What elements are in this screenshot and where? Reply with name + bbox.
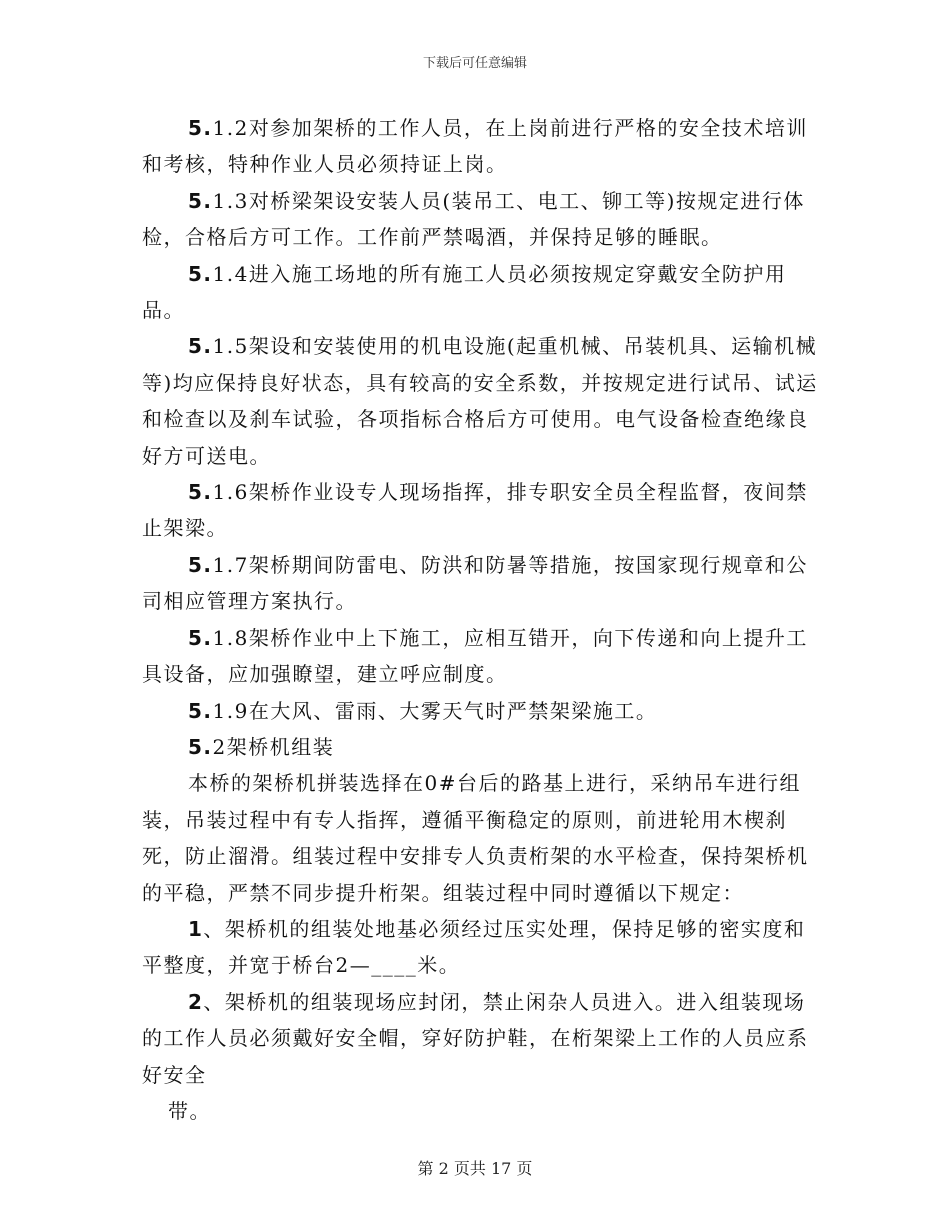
- paragraph-text: 带。: [168, 1098, 211, 1123]
- section-number: 5.: [188, 698, 213, 723]
- paragraph-text: 2架桥机组装: [212, 734, 335, 759]
- list-number: 1: [188, 916, 204, 941]
- paragraph-text: 1.4进入施工场地的所有施工人员必须按规定穿戴安全防护用品。: [142, 261, 787, 323]
- paragraph-5-1-3: [142, 183, 822, 256]
- paragraph-text: 1.2对参加架桥的工作人员，在上岗前进行严格的安全技术培训和考核，特种作业人员必须持证上岗。: [142, 116, 808, 177]
- section-number: 5.: [188, 188, 213, 213]
- paragraph-text: 1.6架桥作业设专人现场指挥，排专职安全员全程监督，夜间禁止架梁。: [142, 480, 808, 541]
- section-number: 5.: [188, 116, 213, 140]
- paragraph-text: 1.9在大风、雷雨、大雾天气时严禁架梁施工。: [212, 698, 658, 723]
- section-number: 5.: [188, 625, 213, 650]
- section-heading-5-2: [142, 729, 822, 765]
- paragraph-text: 1.3对桥梁架设安装人员(装吊工、电工、铆工等)按规定进行体检，合格后方可工作。工作前严禁喝酒，并保持足够的睡眠。: [142, 188, 805, 250]
- paragraph-5-1-2: [142, 110, 822, 183]
- paragraph-5-1-9: [142, 693, 822, 729]
- section-number: 5.: [188, 334, 213, 359]
- list-item-1: [142, 911, 822, 984]
- paragraph-assembly-intro: [142, 765, 822, 911]
- paragraph-5-1-7: [142, 547, 822, 620]
- page-header: 下载后可任意编辑: [422, 56, 527, 71]
- list-item-2: [142, 984, 822, 1093]
- paragraph-text: 本桥的架桥机拼装选择在0#台后的路基上进行，采纳吊车进行组装，吊装过程中有专人指挥，遵循平衡稳定的原则，前进轮用木楔刹死，防止溜滑。组装过程中安排专人负责桁架的水平检查，保持架桥机的平稳，严禁不同步提升桁架。组装过程中同时遵循以下规定：: [142, 771, 809, 905]
- paragraph-text: 、架桥机的组装现场应封闭，禁止闲杂人员进入。进入组装现场的工作人员必须戴好安全帽，穿好防护鞋，在桁架梁上工作的人员应系好安全: [142, 989, 809, 1087]
- paragraph-5-1-5: [142, 328, 822, 474]
- paragraph-5-1-8: [142, 620, 822, 693]
- list-number: 2: [188, 989, 204, 1014]
- paragraph-text: 1.5架设和安装使用的机电设施(起重机械、吊装机具、运输机械等)均应保持良好状态，具有较高的安全系数，并按规定进行试吊、试运和检查以及刹车试验，各项指标合格后方可使用。电气设备检查绝缘良好方可送电。: [142, 334, 818, 468]
- document-body: [142, 110, 822, 1129]
- section-number: 5.: [188, 552, 213, 577]
- section-number: 5.: [188, 261, 213, 286]
- section-number: 5.: [188, 480, 213, 505]
- paragraph-text: 、架桥机的组装处地基必须经过压实处理，保持足够的密实度和平整度，并宽于桥台2—____米。: [142, 916, 806, 978]
- page-footer: 第 2 页共 17 页: [417, 1159, 533, 1178]
- paragraph-text: 1.7架桥期间防雷电、防洪和防暑等措施，按国家现行规章和公司相应管理方案执行。: [142, 552, 808, 614]
- paragraph-text: 1.8架桥作业中上下施工，应相互错开，向下传递和向上提升工具设备，应加强瞭望，建立呼应制度。: [142, 625, 808, 687]
- section-number: 5.: [188, 734, 213, 759]
- paragraph-5-1-6: [142, 474, 822, 547]
- paragraph-5-1-4: [142, 256, 822, 329]
- paragraph-continuation: [142, 1093, 822, 1129]
